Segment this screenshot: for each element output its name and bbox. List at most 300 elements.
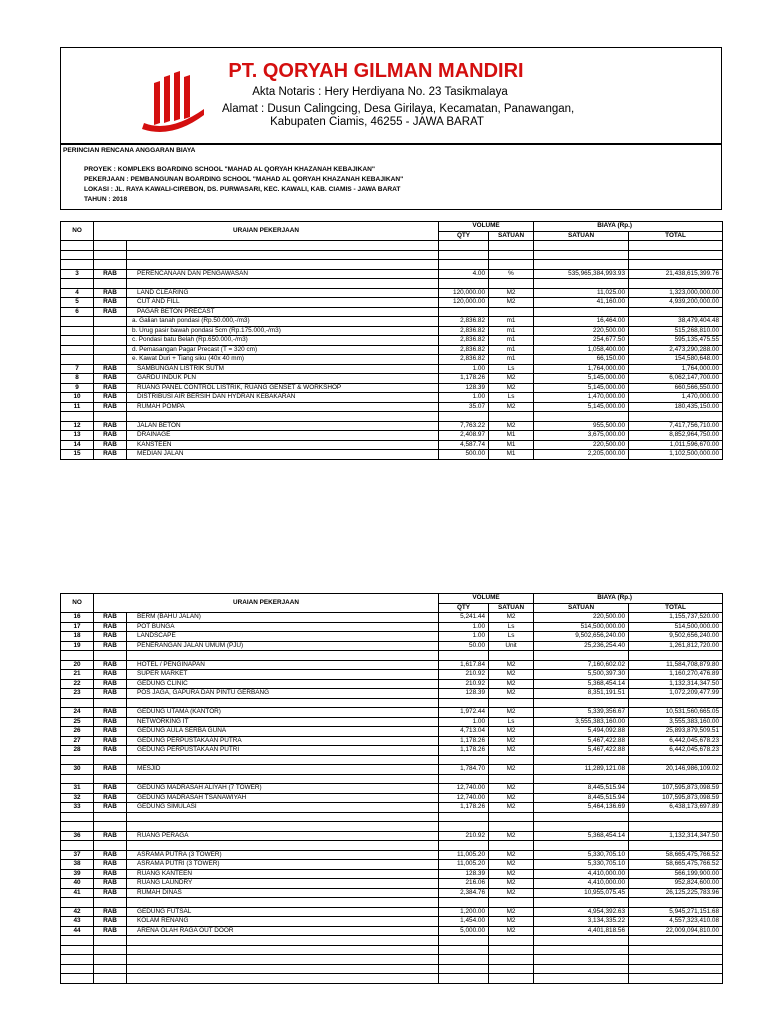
row-total: 1,470,000.00 <box>629 393 723 403</box>
row-code <box>94 279 127 289</box>
row-unit-price: 5,339,356.67 <box>534 708 629 718</box>
row-code: RAB <box>94 917 127 927</box>
row-total: 107,595,873,098.59 <box>629 793 723 803</box>
row-total <box>629 936 723 946</box>
row-unit-price: 11,025.00 <box>534 288 629 298</box>
row-unit-price: 5,330,705.10 <box>534 850 629 860</box>
row-code <box>94 774 127 784</box>
row-code: RAB <box>94 784 127 794</box>
row-code: RAB <box>94 860 127 870</box>
row-unit-price: 3,555,383,160.00 <box>534 717 629 727</box>
row-unit <box>489 698 534 708</box>
table-row <box>61 402 723 412</box>
table-row <box>61 651 723 661</box>
row-qty <box>439 698 489 708</box>
row-unit: m1 <box>489 317 534 327</box>
row-unit-price: 7,160,602.02 <box>534 660 629 670</box>
row-total: 1,011,596,670.00 <box>629 440 723 450</box>
row-qty: 1,972.44 <box>439 708 489 718</box>
row-description: PERENCANAAN DAN PENGAWASAN <box>127 269 439 279</box>
row-code <box>94 326 127 336</box>
table-row <box>61 412 723 422</box>
row-number: 23 <box>61 689 94 699</box>
row-unit: M2 <box>489 613 534 623</box>
row-description: LANDSCAPE <box>127 632 439 642</box>
row-code: RAB <box>94 622 127 632</box>
row-unit: Ls <box>489 364 534 374</box>
row-unit-price: 2,205,000.00 <box>534 450 629 460</box>
row-total: 154,580,648.00 <box>629 355 723 365</box>
row-description <box>127 279 439 289</box>
table-row <box>61 974 723 984</box>
row-unit: Ls <box>489 717 534 727</box>
row-code <box>94 698 127 708</box>
table-row <box>61 679 723 689</box>
row-qty <box>439 412 489 422</box>
row-qty <box>439 936 489 946</box>
row-code: RAB <box>94 298 127 308</box>
row-unit: M2 <box>489 670 534 680</box>
row-unit-price: 5,464,136.69 <box>534 803 629 813</box>
row-unit: Ls <box>489 632 534 642</box>
row-code: RAB <box>94 907 127 917</box>
row-total: 566,199,900.00 <box>629 869 723 879</box>
row-unit-price <box>534 307 629 317</box>
row-qty: 1,178.26 <box>439 746 489 756</box>
row-unit: m1 <box>489 326 534 336</box>
row-unit-price: 8,445,515.94 <box>534 793 629 803</box>
row-unit: M2 <box>489 926 534 936</box>
row-total <box>629 898 723 908</box>
row-unit: M2 <box>489 689 534 699</box>
row-total: 3,555,383,160.00 <box>629 717 723 727</box>
row-description: RUANG LAUNDRY <box>127 879 439 889</box>
row-code: RAB <box>94 374 127 384</box>
table-row <box>61 250 723 260</box>
table-row <box>61 888 723 898</box>
row-qty <box>439 755 489 765</box>
row-number <box>61 336 94 346</box>
row-total <box>629 955 723 965</box>
row-qty: 128.39 <box>439 383 489 393</box>
row-total <box>629 307 723 317</box>
row-total: 1,764,000.00 <box>629 364 723 374</box>
row-total <box>629 241 723 251</box>
row-qty: 2,836.82 <box>439 336 489 346</box>
row-qty: 1.00 <box>439 622 489 632</box>
row-unit-price: 5,368,454.14 <box>534 831 629 841</box>
row-total <box>629 841 723 851</box>
row-unit-price <box>534 241 629 251</box>
row-description: PENERANGAN JALAN UMUM (PJU) <box>127 641 439 651</box>
row-code: RAB <box>94 364 127 374</box>
row-unit-price: 5,467,422.88 <box>534 736 629 746</box>
row-qty <box>439 841 489 851</box>
row-number: 10 <box>61 393 94 403</box>
table-row <box>61 431 723 441</box>
row-number <box>61 412 94 422</box>
row-unit <box>489 822 534 832</box>
row-unit-price: 4,410,000.00 <box>534 869 629 879</box>
row-unit: M2 <box>489 736 534 746</box>
row-code <box>94 936 127 946</box>
row-unit-price <box>534 250 629 260</box>
row-code <box>94 974 127 984</box>
row-unit: M2 <box>489 708 534 718</box>
row-description <box>127 260 439 270</box>
col-harga-header: SATUAN <box>534 231 629 241</box>
row-code: RAB <box>94 402 127 412</box>
table-row <box>61 298 723 308</box>
row-unit: M2 <box>489 784 534 794</box>
row-unit: Ls <box>489 622 534 632</box>
rab-table-1 <box>60 221 723 460</box>
row-total: 26,125,225,783.96 <box>629 888 723 898</box>
table-row <box>61 440 723 450</box>
row-description: GEDUNG PERPUSTAKAAN PUTRI <box>127 746 439 756</box>
row-unit: M1 <box>489 440 534 450</box>
row-unit: M2 <box>489 850 534 860</box>
row-unit-price <box>534 260 629 270</box>
row-unit-price: 5,330,705.10 <box>534 860 629 870</box>
table-row <box>61 945 723 955</box>
row-total <box>629 260 723 270</box>
row-code: RAB <box>94 641 127 651</box>
row-number: 36 <box>61 831 94 841</box>
row-description: POS JAGA, GAPURA DAN PINTU GERBANG <box>127 689 439 699</box>
table-row <box>61 841 723 851</box>
row-unit: M2 <box>489 860 534 870</box>
work-line: PEKERJAAN : PEMBANGUNAN BOARDING SCHOOL "MAHAD AL QORYAH KHAZANAH KEBAJIKAN" <box>84 176 404 183</box>
row-qty: 216.06 <box>439 879 489 889</box>
table-row <box>61 317 723 327</box>
row-description: ARENA OLAH RAGA OUT DOOR <box>127 926 439 936</box>
row-unit-price <box>534 755 629 765</box>
row-number: 9 <box>61 383 94 393</box>
row-description: GEDUNG AULA SERBA GUNA <box>127 727 439 737</box>
row-unit: M2 <box>489 288 534 298</box>
row-number: 37 <box>61 850 94 860</box>
table-row <box>61 907 723 917</box>
row-description: RUANG PANEL CONTROL LISTRIK, RUANG GENSET & WORKSHOP <box>127 383 439 393</box>
row-unit <box>489 812 534 822</box>
row-unit <box>489 651 534 661</box>
row-number: 32 <box>61 793 94 803</box>
row-description <box>127 412 439 422</box>
row-unit-price <box>534 936 629 946</box>
row-number: 25 <box>61 717 94 727</box>
row-unit-price <box>534 945 629 955</box>
row-qty: 1.00 <box>439 393 489 403</box>
row-description: b. Urug pasir bawah pondasi 5cm (Rp.175.000,-/m3) <box>127 326 439 336</box>
row-qty: 120,000.00 <box>439 298 489 308</box>
row-number: 20 <box>61 660 94 670</box>
row-description: d. Pemasangan Pagar Precast (T = 320 cm) <box>127 345 439 355</box>
row-unit-price: 955,500.00 <box>534 421 629 431</box>
row-unit-price <box>534 774 629 784</box>
row-number <box>61 326 94 336</box>
row-qty: 2,836.82 <box>439 345 489 355</box>
row-unit: M2 <box>489 879 534 889</box>
row-qty: 7,763.22 <box>439 421 489 431</box>
table-row <box>61 717 723 727</box>
row-unit-price: 5,467,422.88 <box>534 746 629 756</box>
row-qty <box>439 964 489 974</box>
row-number <box>61 774 94 784</box>
row-description: GEDUNG PERPUSTAKAAN PUTRA <box>127 736 439 746</box>
row-unit-price <box>534 651 629 661</box>
row-total: 1,132,314,347.50 <box>629 831 723 841</box>
col-volume-header: VOLUME <box>439 594 534 604</box>
row-unit-price: 5,368,454.14 <box>534 679 629 689</box>
row-qty <box>439 241 489 251</box>
row-code <box>94 812 127 822</box>
row-description: POT BUNGA <box>127 622 439 632</box>
table-row <box>61 803 723 813</box>
row-total: 4,557,323,410.08 <box>629 917 723 927</box>
row-total: 1,102,500,000.00 <box>629 450 723 460</box>
row-qty: 2,836.82 <box>439 355 489 365</box>
row-qty <box>439 279 489 289</box>
row-qty: 35.07 <box>439 402 489 412</box>
row-description: ASRAMA PUTRA (3 TOWER) <box>127 850 439 860</box>
row-description <box>127 936 439 946</box>
row-unit: Ls <box>489 393 534 403</box>
year-line: TAHUN : 2018 <box>84 196 128 203</box>
row-unit <box>489 755 534 765</box>
row-description: PAGAR BETON PRECAST <box>127 307 439 317</box>
table-row <box>61 364 723 374</box>
table-row <box>61 774 723 784</box>
row-unit: M2 <box>489 402 534 412</box>
row-qty: 1,784.70 <box>439 765 489 775</box>
row-code: RAB <box>94 393 127 403</box>
row-code: RAB <box>94 803 127 813</box>
row-code: RAB <box>94 450 127 460</box>
row-unit-price: 1,058,400.00 <box>534 345 629 355</box>
col-qty-header: QTY <box>439 603 489 613</box>
row-description: c. Pondasi batu Belah (Rp.650.000,-/m3) <box>127 336 439 346</box>
row-unit <box>489 841 534 851</box>
row-total: 58,665,475,766.52 <box>629 860 723 870</box>
row-unit-price: 41,160.00 <box>534 298 629 308</box>
row-unit-price: 10,955,075.45 <box>534 888 629 898</box>
row-unit: M2 <box>489 421 534 431</box>
row-unit-price: 3,675,000.00 <box>534 431 629 441</box>
row-number <box>61 260 94 270</box>
table-row <box>61 288 723 298</box>
row-code: RAB <box>94 670 127 680</box>
row-description <box>127 250 439 260</box>
row-qty: 1,178.26 <box>439 374 489 384</box>
table-row <box>61 374 723 384</box>
row-total: 595,135,475.55 <box>629 336 723 346</box>
table-row <box>61 879 723 889</box>
row-code: RAB <box>94 708 127 718</box>
row-total: 6,442,045,678.23 <box>629 746 723 756</box>
row-unit-price: 535,965,384,993.93 <box>534 269 629 279</box>
row-total: 1,160,270,476.89 <box>629 670 723 680</box>
row-code: RAB <box>94 717 127 727</box>
row-unit: M2 <box>489 746 534 756</box>
row-unit-price: 4,954,392.63 <box>534 907 629 917</box>
row-code: RAB <box>94 831 127 841</box>
table-row <box>61 869 723 879</box>
row-number: 7 <box>61 364 94 374</box>
row-unit-price: 8,351,191.51 <box>534 689 629 699</box>
row-code: RAB <box>94 746 127 756</box>
row-description: JALAN BETON <box>127 421 439 431</box>
row-unit: M2 <box>489 888 534 898</box>
row-qty: 50.00 <box>439 641 489 651</box>
row-description: ASRAMA PUTRI (3 TOWER) <box>127 860 439 870</box>
row-description: BERM (BAHU JALAN) <box>127 613 439 623</box>
row-number: 39 <box>61 869 94 879</box>
row-qty <box>439 250 489 260</box>
table-row <box>61 936 723 946</box>
row-description: KANSTEEN <box>127 440 439 450</box>
row-description <box>127 698 439 708</box>
table-row <box>61 917 723 927</box>
row-unit-price: 16,464.00 <box>534 317 629 327</box>
row-number: 43 <box>61 917 94 927</box>
row-number: 41 <box>61 888 94 898</box>
row-description <box>127 898 439 908</box>
row-unit: M2 <box>489 383 534 393</box>
row-code <box>94 250 127 260</box>
row-qty: 4,713.04 <box>439 727 489 737</box>
table-row <box>61 898 723 908</box>
row-description: KOLAM RENANG <box>127 917 439 927</box>
row-number: 30 <box>61 765 94 775</box>
row-unit-price: 1,470,000.00 <box>534 393 629 403</box>
row-number: 8 <box>61 374 94 384</box>
row-total: 660,566,550.00 <box>629 383 723 393</box>
row-total: 10,531,560,665.05 <box>629 708 723 718</box>
row-number: 28 <box>61 746 94 756</box>
col-biaya-header: BIAYA (Rp.) <box>534 222 723 232</box>
row-number <box>61 898 94 908</box>
table-row <box>61 746 723 756</box>
row-unit <box>489 241 534 251</box>
row-number: 18 <box>61 632 94 642</box>
row-qty <box>439 822 489 832</box>
row-qty <box>439 898 489 908</box>
table-row <box>61 689 723 699</box>
row-description: GARDU INDUK PLN <box>127 374 439 384</box>
row-number <box>61 698 94 708</box>
row-qty <box>439 945 489 955</box>
row-code: RAB <box>94 888 127 898</box>
row-code: RAB <box>94 727 127 737</box>
row-unit-price: 66,150.00 <box>534 355 629 365</box>
row-qty <box>439 812 489 822</box>
row-unit-price: 4,401,818.56 <box>534 926 629 936</box>
col-biaya-header: BIAYA (Rp.) <box>534 594 723 604</box>
col-no-header: NO <box>61 594 94 613</box>
row-description <box>127 945 439 955</box>
row-unit: % <box>489 269 534 279</box>
table-row <box>61 784 723 794</box>
row-number: 27 <box>61 736 94 746</box>
row-qty: 210.92 <box>439 670 489 680</box>
row-description: CUT AND FILL <box>127 298 439 308</box>
row-unit-price: 5,494,092.88 <box>534 727 629 737</box>
row-total: 11,584,708,879.80 <box>629 660 723 670</box>
row-number: 21 <box>61 670 94 680</box>
row-description: NETWORKING IT <box>127 717 439 727</box>
row-unit-price <box>534 698 629 708</box>
row-qty: 2,836.82 <box>439 326 489 336</box>
row-total <box>629 755 723 765</box>
row-code <box>94 651 127 661</box>
table-row <box>61 279 723 289</box>
row-qty: 1,200.00 <box>439 907 489 917</box>
table-row <box>61 326 723 336</box>
row-number <box>61 317 94 327</box>
table-row <box>61 793 723 803</box>
row-qty: 1.00 <box>439 632 489 642</box>
row-unit <box>489 774 534 784</box>
table-row <box>61 660 723 670</box>
row-code <box>94 841 127 851</box>
row-total: 8,852,964,750.00 <box>629 431 723 441</box>
row-unit: M2 <box>489 793 534 803</box>
row-description: SAMBUNGAN LISTRIK SUTM <box>127 364 439 374</box>
row-number <box>61 822 94 832</box>
row-number <box>61 955 94 965</box>
rab-table-2-body <box>61 613 723 984</box>
row-number <box>61 279 94 289</box>
row-total <box>629 964 723 974</box>
row-total: 1,155,737,520.00 <box>629 613 723 623</box>
row-total: 1,072,209,477.99 <box>629 689 723 699</box>
row-total: 6,442,045,678.23 <box>629 736 723 746</box>
table-row <box>61 641 723 651</box>
row-description: MESJID <box>127 765 439 775</box>
row-qty: 128.39 <box>439 869 489 879</box>
row-qty: 5,000.00 <box>439 926 489 936</box>
row-total: 21,438,615,399.76 <box>629 269 723 279</box>
row-qty <box>439 974 489 984</box>
row-total: 1,323,000,000.00 <box>629 288 723 298</box>
row-unit-price: 254,677.50 <box>534 336 629 346</box>
row-total <box>629 279 723 289</box>
table-row <box>61 383 723 393</box>
row-code: RAB <box>94 679 127 689</box>
row-number: 5 <box>61 298 94 308</box>
table-row <box>61 926 723 936</box>
col-total-header: TOTAL <box>629 231 723 241</box>
row-qty <box>439 651 489 661</box>
table-row <box>61 708 723 718</box>
table-row <box>61 822 723 832</box>
row-unit: m1 <box>489 345 534 355</box>
table-row <box>61 698 723 708</box>
document-title: PERINCIAN RENCANA ANGGARAN BIAYA <box>63 147 196 154</box>
row-unit: M2 <box>489 727 534 737</box>
row-description: GEDUNG FUTSAL <box>127 907 439 917</box>
row-qty: 2,384.76 <box>439 888 489 898</box>
row-number: 40 <box>61 879 94 889</box>
row-number: 17 <box>61 622 94 632</box>
row-code <box>94 260 127 270</box>
row-number: 15 <box>61 450 94 460</box>
row-code <box>94 755 127 765</box>
row-number: 31 <box>61 784 94 794</box>
row-total: 6,438,173,697.89 <box>629 803 723 813</box>
table-row <box>61 345 723 355</box>
